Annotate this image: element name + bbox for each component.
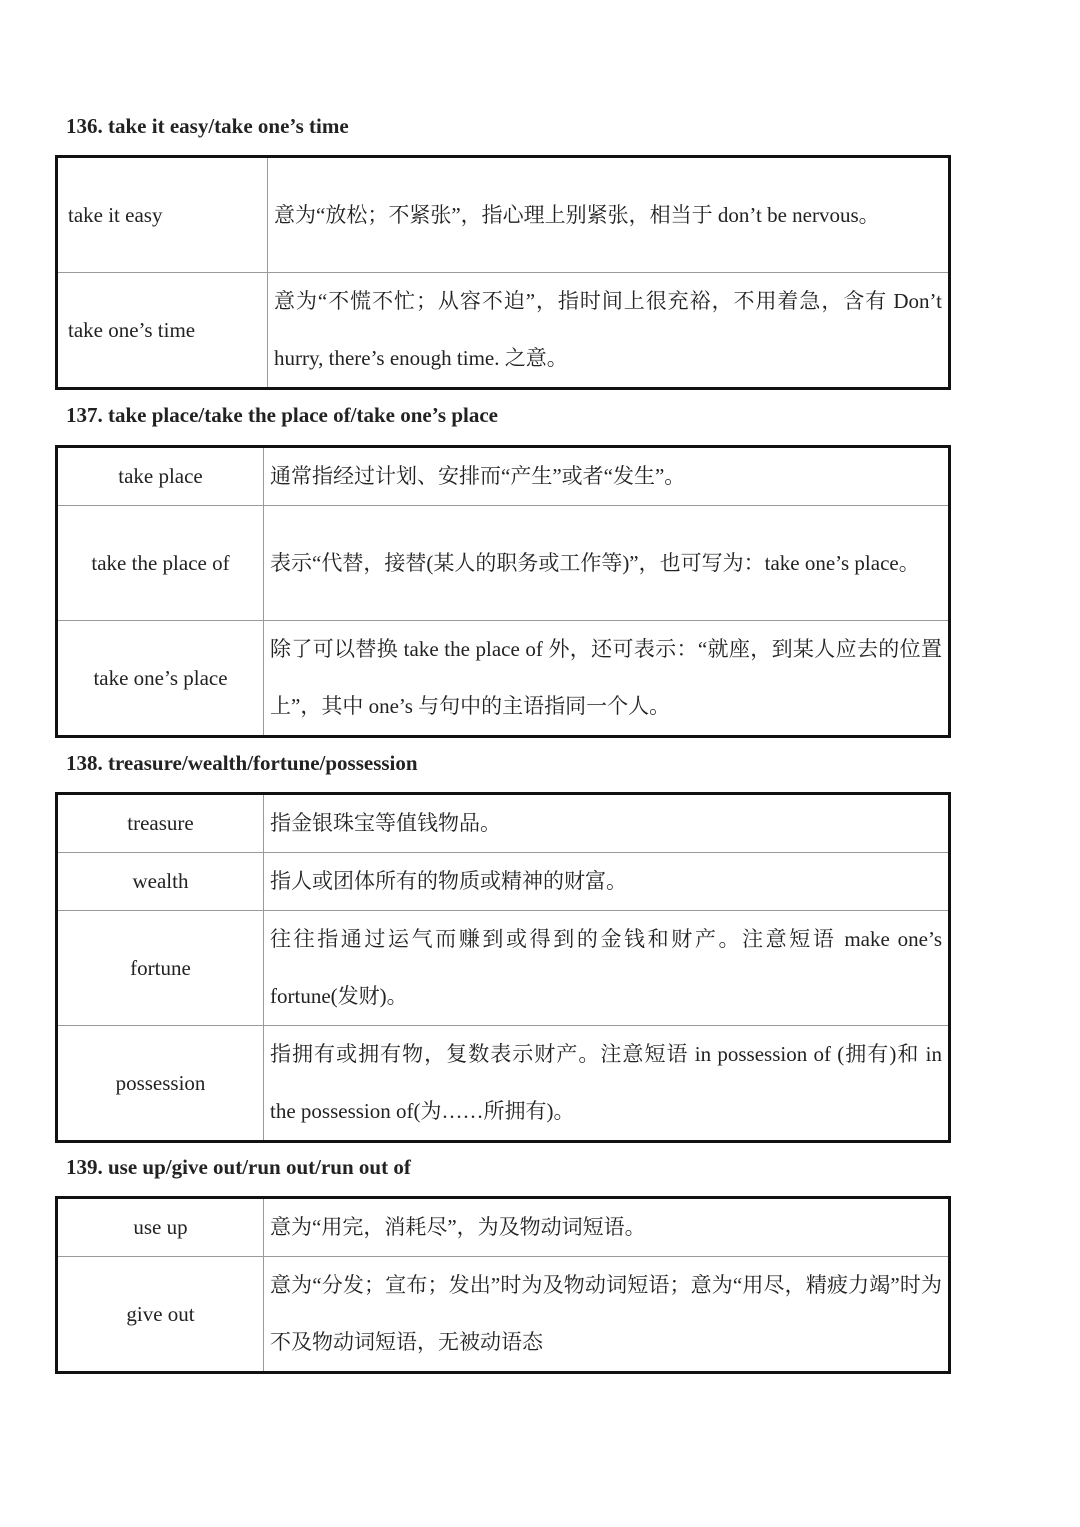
- term-cell: wealth: [57, 853, 264, 911]
- definition-cell: 指金银珠宝等值钱物品。: [264, 794, 950, 853]
- definition-cell: 往往指通过运气而赚到或得到的金钱和财产。注意短语 make one’s fortune(发财)。: [264, 911, 950, 1026]
- definition-cell: 意为“分发；宣布；发出”时为及物动词短语；意为“用尽，精疲力竭”时为不及物动词短语，无被动语态: [264, 1257, 950, 1373]
- term-cell: take one’s place: [57, 621, 264, 737]
- definition-cell: 表示“代替，接替(某人的职务或工作等)”，也可写为：take one’s place。: [264, 506, 950, 621]
- table-137: [55, 445, 951, 738]
- term-cell: use up: [57, 1198, 264, 1257]
- term-cell: fortune: [57, 911, 264, 1026]
- section-title-139: 139. use up/give out/run out/run out of: [66, 1155, 411, 1179]
- term-cell: take one’s time: [57, 273, 268, 389]
- term-cell: take place: [57, 447, 264, 506]
- table-row: [57, 853, 950, 911]
- section-title-138: 138. treasure/wealth/fortune/possession: [66, 751, 418, 775]
- table-row: [57, 1257, 950, 1373]
- table-row: [57, 273, 950, 389]
- term-cell: give out: [57, 1257, 264, 1373]
- table-row: [57, 157, 950, 273]
- table-139: [55, 1196, 951, 1374]
- definition-cell: 指人或团体所有的物质或精神的财富。: [264, 853, 950, 911]
- definition-cell: 除了可以替换 take the place of 外，还可表示：“就座，到某人应去的位置上”，其中 one’s 与句中的主语指同一个人。: [264, 621, 950, 737]
- definition-cell: 通常指经过计划、安排而“产生”或者“发生”。: [264, 447, 950, 506]
- definition-cell: 意为“用完，消耗尽”，为及物动词短语。: [264, 1198, 950, 1257]
- table-row: [57, 506, 950, 621]
- table-row: [57, 1026, 950, 1142]
- table-row: [57, 911, 950, 1026]
- definition-cell: 指拥有或拥有物，复数表示财产。注意短语 in possession of (拥有)和 in the possession of(为……所拥有)。: [264, 1026, 950, 1142]
- table-138: [55, 792, 951, 1143]
- table-row: [57, 621, 950, 737]
- definition-cell: 意为“不慌不忙；从容不迫”，指时间上很充裕，不用着急，含有 Don’t hurry, there’s enough time. 之意。: [268, 273, 950, 389]
- section-title-137: 137. take place/take the place of/take one’s place: [66, 403, 498, 427]
- term-cell: take it easy: [57, 157, 268, 273]
- table-row: [57, 794, 950, 853]
- section-title-136: 136. take it easy/take one’s time: [66, 114, 349, 138]
- definition-cell: 意为“放松；不紧张”，指心理上别紧张，相当于 don’t be nervous。: [268, 157, 950, 273]
- term-cell: possession: [57, 1026, 264, 1142]
- term-cell: take the place of: [57, 506, 264, 621]
- table-row: [57, 447, 950, 506]
- table-row: [57, 1198, 950, 1257]
- table-136: [55, 155, 951, 390]
- term-cell: treasure: [57, 794, 264, 853]
